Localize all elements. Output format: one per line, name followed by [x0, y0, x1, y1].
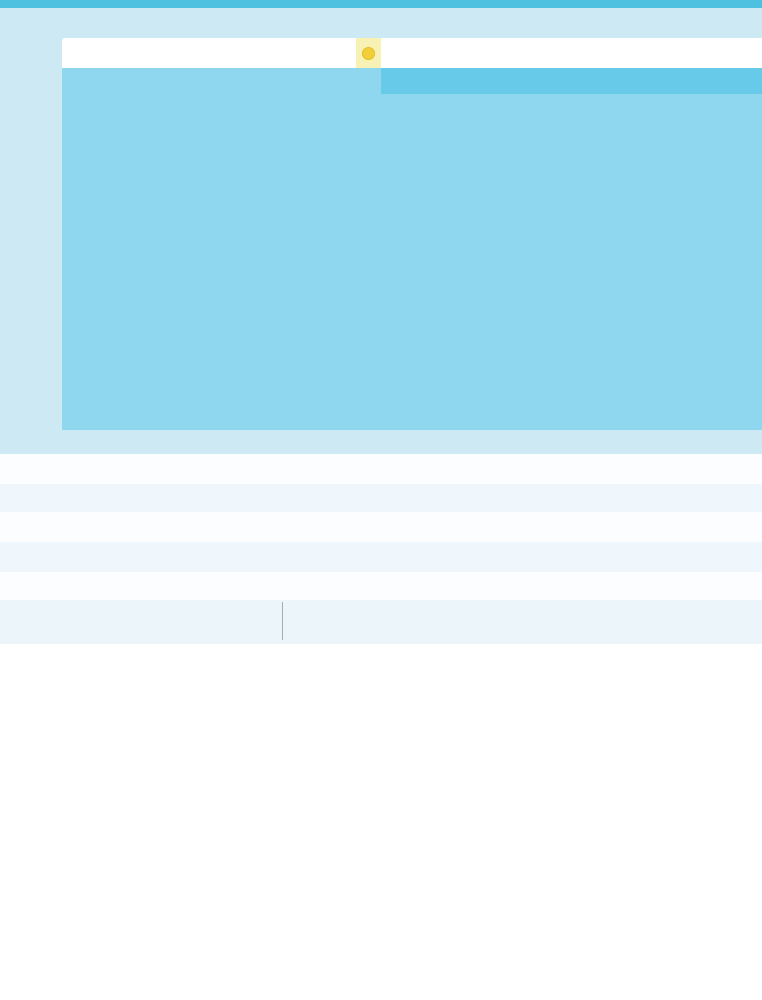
chart: [62, 38, 762, 454]
phase1-summary: [62, 38, 356, 68]
phase2-summary: [381, 38, 762, 68]
dpo-day-band: [381, 68, 762, 94]
ovulation-positive-icon: [362, 47, 375, 60]
month-divider: [282, 602, 283, 640]
symbol-rows: [0, 454, 762, 600]
date-row: [0, 602, 762, 622]
top-strip: [0, 0, 762, 8]
temperature-axis: [0, 68, 56, 430]
legend: [0, 652, 762, 820]
intercourse-row: [0, 512, 762, 542]
chart-section: [0, 8, 762, 454]
calendar-dates: [0, 600, 762, 644]
temperature-line-chart: [62, 68, 762, 430]
medication-row: [0, 542, 762, 572]
cervical-fluid-row: [0, 572, 762, 600]
menstruation-and-ovulation-test-row: [0, 454, 762, 484]
ovulation-band-top: [356, 38, 381, 68]
ovulation-label: [356, 72, 381, 204]
pregnancy-test-row: [0, 484, 762, 512]
temperature-plot: [62, 68, 762, 430]
cycle-day-row: [62, 430, 762, 454]
